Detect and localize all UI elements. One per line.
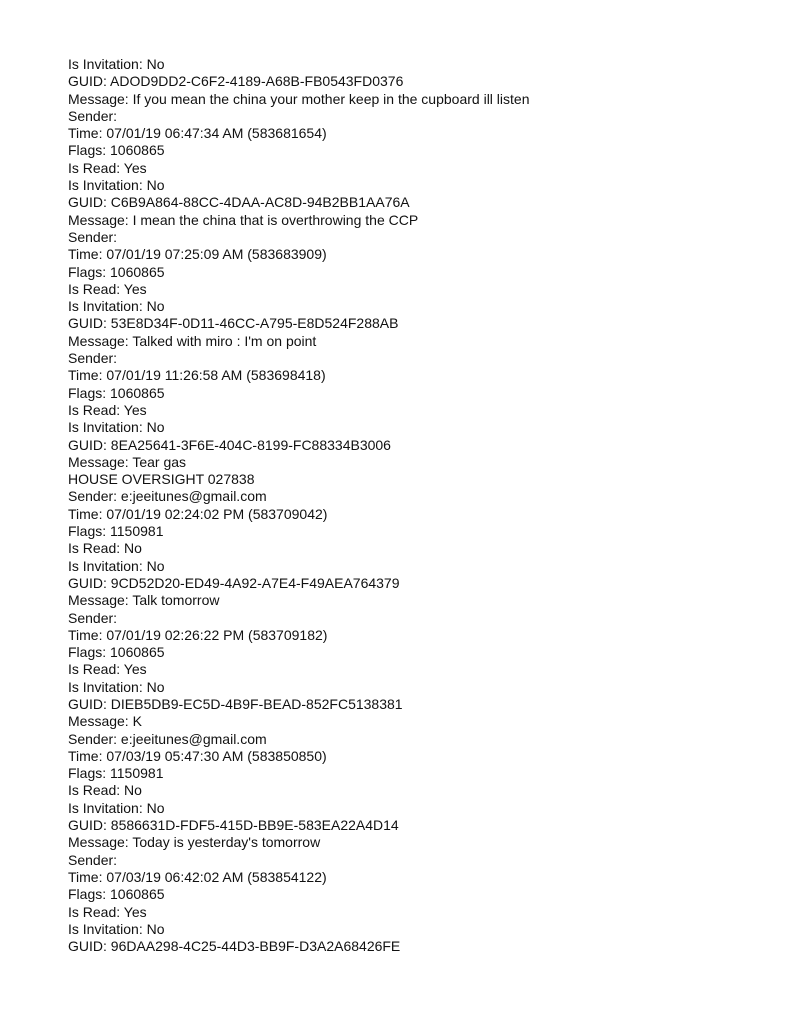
- flags-line: Flags: 1060865: [68, 142, 165, 159]
- message-line: Message: Talked with miro : I'm on point: [68, 332, 317, 349]
- guid-line: GUID: C6B9A864-88CC-4DAA-AC8D-94B2BB1AA76A: [68, 194, 410, 211]
- time-line: Time: 07/01/19 02:24:02 PM (583709042): [68, 505, 328, 522]
- sender-line: Sender:: [68, 609, 118, 626]
- flags-line: Flags: 1060865: [68, 384, 165, 401]
- time-line: Time: 07/01/19 02:26:22 PM (583709182): [68, 626, 328, 643]
- message-line: Message: K: [68, 713, 142, 730]
- flags-line: Flags: 1060865: [68, 886, 165, 903]
- bates-stamp-line: HOUSE OVERSIGHT 027838: [68, 471, 255, 488]
- is-invitation-line: Is Invitation: No: [68, 799, 165, 816]
- guid-line: GUID: 96DAA298-4C25-44D3-BB9F-D3A2A68426FE: [68, 938, 401, 955]
- is-read-line: Is Read: Yes: [68, 903, 147, 920]
- guid-line: GUID: 53E8D34F-0D11-46CC-A795-E8D524F288AB: [68, 315, 399, 332]
- flags-line: Flags: 1060865: [68, 644, 165, 661]
- message-log-page: [68, 56, 768, 955]
- is-invitation-line: Is Invitation: No: [68, 678, 165, 695]
- message-line: Message: Tear gas: [68, 453, 187, 470]
- message-line: Message: Today is yesterday's tomorrow: [68, 834, 321, 851]
- is-read-line: Is Read: Yes: [68, 280, 147, 297]
- flags-line: Flags: 1150981: [68, 523, 164, 540]
- sender-line: Sender:: [68, 350, 118, 367]
- flags-line: Flags: 1060865: [68, 263, 165, 280]
- time-line: Time: 07/01/19 07:25:09 AM (583683909): [68, 246, 327, 263]
- message-line: Message: If you mean the china your mother keep in the cupboard ill listen: [68, 90, 530, 107]
- message-line: Message: Talk tomorrow: [68, 592, 220, 609]
- time-line: Time: 07/03/19 05:47:30 AM (583850850): [68, 747, 327, 764]
- is-invitation-line: Is Invitation: No: [68, 920, 165, 937]
- sender-line: Sender: e:jeeitunes@gmail.com: [68, 730, 267, 747]
- guid-line: GUID: 8EA25641-3F6E-404C-8199-FC88334B3006: [68, 436, 391, 453]
- time-line: Time: 07/01/19 06:47:34 AM (583681654): [68, 125, 327, 142]
- message-line: Message: I mean the china that is overthrowing the CCP: [68, 211, 419, 228]
- is-invitation-line: Is Invitation: No: [68, 298, 165, 315]
- sender-line: Sender:: [68, 107, 118, 124]
- flags-line: Flags: 1150981: [68, 765, 164, 782]
- sender-line: Sender:: [68, 851, 118, 868]
- is-invitation-line: Is Invitation: No: [68, 177, 165, 194]
- is-read-line: Is Read: No: [68, 540, 142, 557]
- guid-line: GUID: ADOD9DD2-C6F2-4189-A68B-FB0543FD0376: [68, 73, 404, 90]
- is-invitation-line: Is Invitation: No: [68, 557, 165, 574]
- guid-line: GUID: DIEB5DB9-EC5D-4B9F-BEAD-852FC5138381: [68, 695, 403, 712]
- sender-line: Sender: e:jeeitunes@gmail.com: [68, 488, 267, 505]
- time-line: Time: 07/01/19 11:26:58 AM (583698418): [68, 367, 326, 384]
- is-read-line: Is Read: No: [68, 782, 142, 799]
- is-read-line: Is Read: Yes: [68, 661, 147, 678]
- guid-line: GUID: 9CD52D20-ED49-4A92-A7E4-F49AEA764379: [68, 574, 400, 591]
- is-invitation-line: Is Invitation: No: [68, 419, 165, 436]
- sender-line: Sender:: [68, 228, 118, 245]
- is-invitation-line: Is Invitation: No: [68, 56, 165, 72]
- time-line: Time: 07/03/19 06:42:02 AM (583854122): [68, 868, 327, 885]
- is-read-line: Is Read: Yes: [68, 159, 147, 176]
- guid-line: GUID: 8586631D-FDF5-415D-BB9E-583EA22A4D14: [68, 817, 399, 834]
- is-read-line: Is Read: Yes: [68, 401, 147, 418]
